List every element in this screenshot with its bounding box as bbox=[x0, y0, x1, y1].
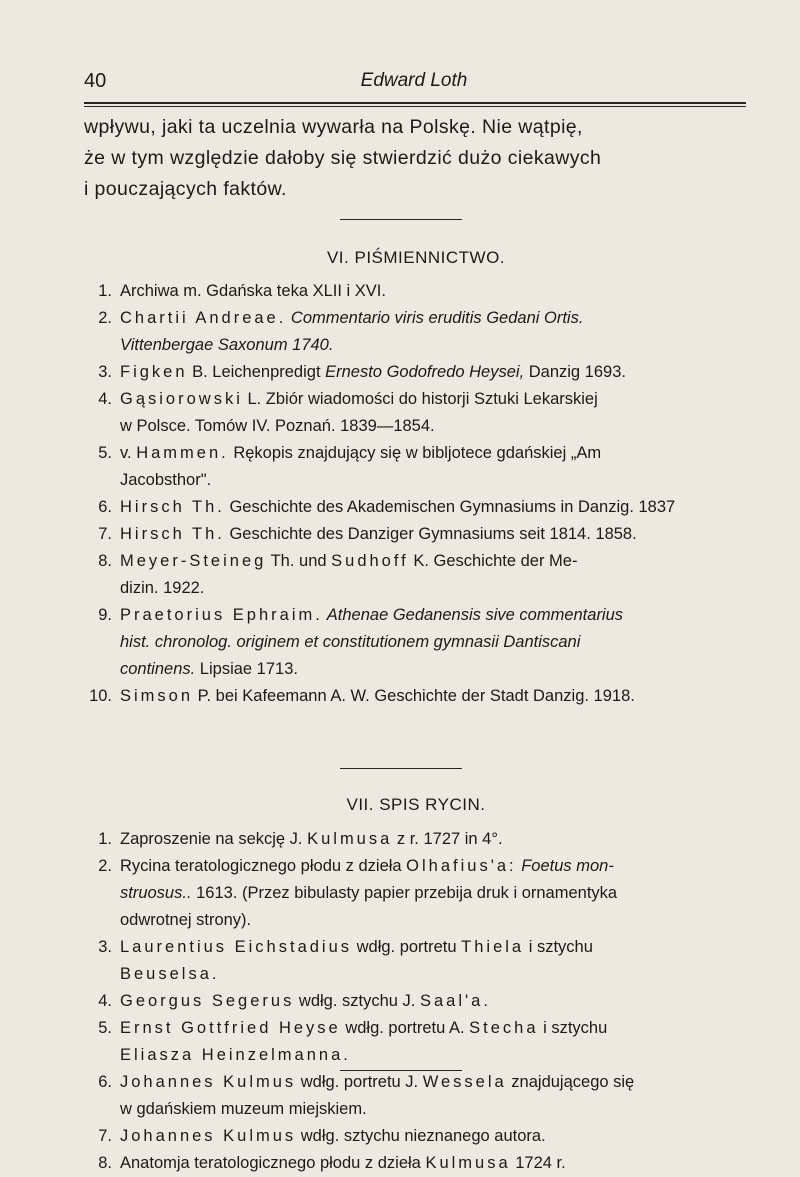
item-number: 10. bbox=[89, 687, 112, 705]
list-item: 5. Ernst Gottfried Heyse wdłg. portretu A. Stecha i sztychu Eliasza Heinzelmanna. bbox=[84, 1015, 748, 1069]
list-item: 4. Georgus Segerus wdłg. sztychu J. Saal'a. bbox=[84, 988, 748, 1015]
list-item: 3. Laurentius Eichstadius wdłg. portretu Thiela i sztychu Beuselsa. bbox=[84, 934, 748, 988]
list-item: 8. Anatomja teratologicznego płodu z dzieła Kulmusa 1724 r. bbox=[84, 1150, 748, 1177]
item-number: 8. bbox=[98, 1154, 112, 1172]
list-item: 6. Hirsch Th. Geschichte des Akademischen Gymnasiums in Danzig. 1837 bbox=[84, 494, 748, 521]
item-number: 7. bbox=[98, 525, 112, 543]
item-number: 1. bbox=[98, 830, 112, 848]
item-number: 6. bbox=[98, 1073, 112, 1091]
intro-line: że w tym względzie dałoby się stwierdzić dużo ciekawych bbox=[84, 147, 602, 169]
list-item: 3. Figken B. Leichenpredigt Ernesto Godofredo Heysei, Danzig 1693. bbox=[84, 359, 748, 386]
section-divider bbox=[340, 219, 462, 220]
list-item: 1. Zaproszenie na sekcję J. Kulmusa z r. 1727 in 4°. bbox=[84, 826, 748, 853]
section-title-bibliography: VI. PIŚMIENNICTWO. bbox=[326, 248, 506, 267]
intro-line: i pouczających faktów. bbox=[84, 178, 287, 200]
list-item: 7. Johannes Kulmus wdłg. sztychu nieznanego autora. bbox=[84, 1123, 748, 1150]
section-divider bbox=[340, 1070, 462, 1071]
item-number: 5. bbox=[98, 444, 112, 462]
item-number: 5. bbox=[98, 1019, 112, 1037]
intro-paragraph bbox=[84, 112, 748, 205]
list-item: 1. Archiwa m. Gdańska teka XLII i XVI. bbox=[84, 278, 748, 305]
header-rule bbox=[84, 102, 746, 107]
item-number: 4. bbox=[98, 390, 112, 408]
list-item: 10. Simson P. bei Kafeemann A. W. Geschichte der Stadt Danzig. 1918. bbox=[84, 683, 748, 710]
page-number: 40 bbox=[84, 70, 107, 92]
item-number: 7. bbox=[98, 1127, 112, 1145]
item-number: 3. bbox=[98, 938, 112, 956]
item-number: 6. bbox=[98, 498, 112, 516]
item-number: 1. bbox=[98, 282, 112, 300]
page-header bbox=[84, 70, 744, 96]
list-item: 2. Chartii Andreae. Commentario viris eruditis Gedani Ortis. Vittenbergae Saxonum 1740. bbox=[84, 305, 748, 359]
item-number: 9. bbox=[98, 606, 112, 624]
list-item: 7. Hirsch Th. Geschichte des Danziger Gymnasiums seit 1814. 1858. bbox=[84, 521, 748, 548]
list-item: 2. Rycina teratologicznego płodu z dzieła Olhafius'a: Foetus mon- struosus.. 1613. (Przez bibulasty papier przebija druk i ornamentyka odwrotnej strony). bbox=[84, 853, 748, 934]
item-number: 2. bbox=[98, 309, 112, 327]
item-number: 8. bbox=[98, 552, 112, 570]
item-number: 4. bbox=[98, 992, 112, 1010]
list-item: 5. v. Hammen. Rękopis znajdujący się w bibljotece gdańskiej „Am Jacobsthor". bbox=[84, 440, 748, 494]
section-title-illustrations: VII. SPIS RYCIN. bbox=[346, 795, 486, 814]
list-item: 8. Meyer-Steineg Th. und Sudhoff K. Geschichte der Me- dizin. 1922. bbox=[84, 548, 748, 602]
running-head: Edward Loth bbox=[360, 70, 468, 91]
illustrations-list bbox=[84, 826, 748, 1177]
section-divider bbox=[340, 768, 462, 769]
intro-line: wpływu, jaki ta uczelnia wywarła na Polskę. Nie wątpię, bbox=[84, 116, 583, 138]
list-item: 9. Praetorius Ephraim. Athenae Gedanensis sive commentarius hist. chronolog. originem et constitutionem gymnasii Dantiscani continens. Lipsiae 1713. bbox=[84, 602, 748, 683]
list-item: 6. Johannes Kulmus wdłg. portretu J. Wessela znajdującego się w gdańskiem muzeum miejskiem. bbox=[84, 1069, 748, 1123]
item-number: 3. bbox=[98, 363, 112, 381]
bibliography-list bbox=[84, 278, 748, 710]
list-item: 4. Gąsiorowski L. Zbiór wiadomości do historji Sztuki Lekarskiej w Polsce. Tomów IV. Poznań. 1839—1854. bbox=[84, 386, 748, 440]
item-number: 2. bbox=[98, 857, 112, 875]
